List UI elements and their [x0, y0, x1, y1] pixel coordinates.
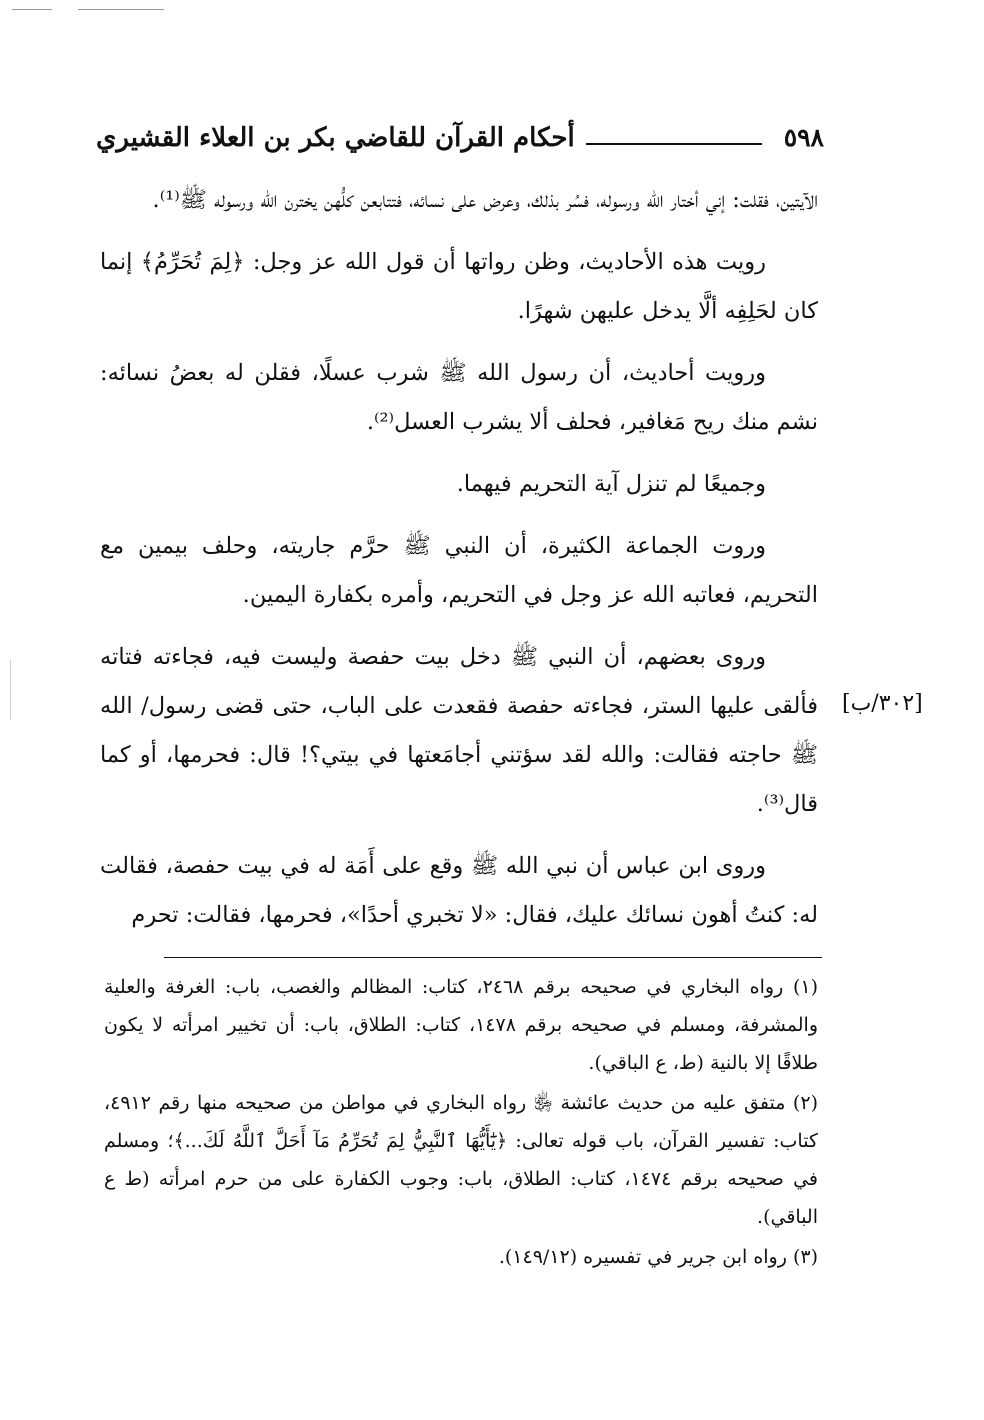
paragraph: وروت الجماعة الكثيرة، أن النبي ﷺ حرَّم جاريته، وحلف بيمين مع التحريم، فعاتبه الله عز وجل في التحريم، وأمره بكفارة اليمين. [100, 533, 818, 608]
page-number: ٥٩٨ [783, 123, 824, 152]
paragraph: وروى بعضهم، أن النبي ﷺ دخل بيت حفصة وليست فيه، فجاءته فتاته فألقى عليها الستر، فجاءته حفصة فقعدت على الباب، حتى قضى رسول/ الله ﷺ حاجته فقالت: والله لقد سؤتني أجامَعتها في بيتي؟! قال: فحرمها، أو كما قال⁽³⁾. [100, 644, 818, 817]
header-rule [586, 143, 762, 145]
footnotes [104, 968, 818, 1278]
footnote: (١) رواه البخاري في صحيحه برقم ٢٤٦٨، كتاب: المظالم والغصب، باب: الغرفة والعلية والمشرفة، ومسلم في صحيحه برقم ١٤٧٨، كتاب: الطلاق، باب: أن تخيير امرأته لا يكون طلاقًا إلا بالنية (ط، ع الباقي). [104, 976, 819, 1074]
paragraph: الآيتين، فقلت: إني أختار الله ورسوله، فسُر بذلك، وعرض على نسائه، فتتابعن كلُّهن يخترن الله ورسوله ﷺ⁽¹⁾. [152, 187, 818, 213]
book-title: أحكام القرآن للقاضي بكر بن العلاء القشيري [96, 123, 575, 153]
running-header [96, 118, 824, 162]
paragraph: وجميعًا لم تنزل آية التحريم فيهما. [456, 471, 766, 497]
scan-artifact-line [12, 9, 52, 10]
scan-edge-mark [10, 660, 11, 720]
manuscript-folio-marker: [٣٠٢/ب] [842, 691, 923, 716]
footnote: (٣) رواه ابن جرير في تفسيره (١٤٩/١٢). [498, 1246, 818, 1268]
paragraph: ورويت أحاديث، أن رسول الله ﷺ شرب عسلًا، فقلن له بعضُ نسائه: نشم منك ريح مَغافير، فحلف ألا يشرب العسل⁽²⁾. [100, 360, 818, 435]
paragraph: وروى ابن عباس أن نبي الله ﷺ وقع على أَمَة له في بيت حفصة، فقالت له: كنتُ أهون نسائك عليك، فقال: «لا تخبري أحدًا»، فحرمها، فقالت: تحرم [100, 853, 818, 928]
main-text [100, 176, 818, 953]
paragraph: رويت هذه الأحاديث، وظن رواتها أن قول الله عز وجل: ﴿لِمَ تُحَرِّمُ﴾ إنما كان لحَلِفِه ألَّا يدخل عليهن شهرًا. [100, 249, 818, 324]
scan-artifact-line [78, 9, 164, 10]
footnote: (٢) متفق عليه من حديث عائشة ﵂ رواه البخاري في مواطن من صحيحه منها رقم ٤٩١٢، كتاب: تفسير القرآن، باب قوله تعالى: ﴿يَٰٓأَيُّهَا ٱلنَّبِيُّ لِمَ تُحَرِّمُ مَآ أَحَلَّ ٱللَّهُ لَكَ...﴾؛ ومسلم في صحيحه برقم ١٤٧٤، كتاب: الطلاق، باب: وجوب الكفارة على من حرم امرأته (ط ع الباقي). [104, 1092, 818, 1228]
footnote-separator [164, 957, 822, 958]
